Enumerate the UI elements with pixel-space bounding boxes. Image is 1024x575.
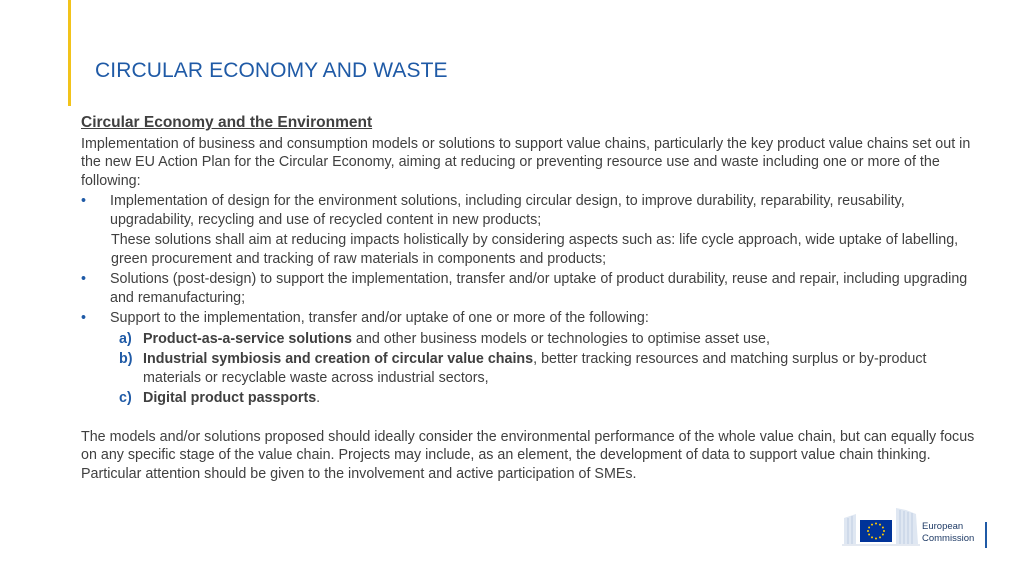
- bullet-sub-paragraph: These solutions shall aim at reducing impacts holistically by considering aspects such as: life cycle approach, wide uptake of labelling, green procurement and tracking of raw materials in components and products;: [111, 232, 959, 267]
- logo-text: [922, 521, 974, 545]
- item-letter: a): [119, 330, 132, 347]
- bullet-text: Support to the implementation, transfer and/or uptake of one or more of the following:: [110, 310, 649, 326]
- lettered-item: [119, 330, 986, 349]
- eu-flag-icon: [842, 504, 920, 548]
- lettered-item: [119, 389, 986, 408]
- logo-divider: [985, 522, 987, 548]
- bullet-item: [81, 192, 986, 229]
- logo-line-commission: Commission: [922, 533, 975, 544]
- slide-title: CIRCULAR ECONOMY AND WASTE: [95, 59, 448, 82]
- bullet-marker: •: [81, 193, 87, 209]
- bullet-item: [81, 309, 986, 328]
- item-text: and other business models or technologies to optimise asset use,: [351, 330, 770, 347]
- bullet-marker: •: [81, 310, 87, 326]
- lettered-item: [119, 350, 986, 387]
- item-letter: b): [119, 351, 133, 367]
- item-bold-text: Product-as-a-service solutions: [143, 330, 352, 347]
- item-letter: c): [119, 390, 132, 406]
- slide-content: [81, 114, 986, 483]
- bullet-text: Implementation of design for the environment solutions, including circular design, to improve durability, reparability, reusability, upgradability, recycling and use of recycled content in new products;: [110, 193, 905, 228]
- section-heading: Circular Economy and the Environment: [81, 114, 373, 131]
- item-bold-text: Industrial symbiosis and creation of circular value chains: [143, 351, 534, 367]
- item-bold-text: Digital product passports: [143, 390, 317, 406]
- logo-line-european: European: [922, 521, 964, 532]
- bullet-text: Solutions (post-design) to support the implementation, transfer and/or uptake of product durability, reuse and repair, including upgrading and remanufacturing;: [110, 271, 968, 306]
- european-commission-logo: [842, 504, 990, 548]
- lettered-list: [81, 330, 986, 408]
- item-text: , better tracking resources and matching surplus or by-product materials or recyclable waste across industrial sectors,: [143, 351, 927, 386]
- intro-paragraph: Implementation of business and consumption models or solutions to support value chains, particularly the key product value chains set out in the new EU Action Plan for the Circular Economy, aiming at reducing or preventing resource use and waste including one or more of the following:: [81, 135, 971, 189]
- bullet-item: [81, 270, 986, 307]
- item-text: .: [316, 390, 321, 406]
- accent-bar: [68, 0, 71, 106]
- bullet-marker: •: [81, 271, 87, 287]
- closing-paragraph: The models and/or solutions proposed should ideally consider the environmental performance of the whole value chain, but can equally focus on any specific stage of the value chain. Projects may include, as an element, the development of data to support value chain thinking. Particular attention should be given to the involvement and active participation of SMEs.: [81, 428, 975, 482]
